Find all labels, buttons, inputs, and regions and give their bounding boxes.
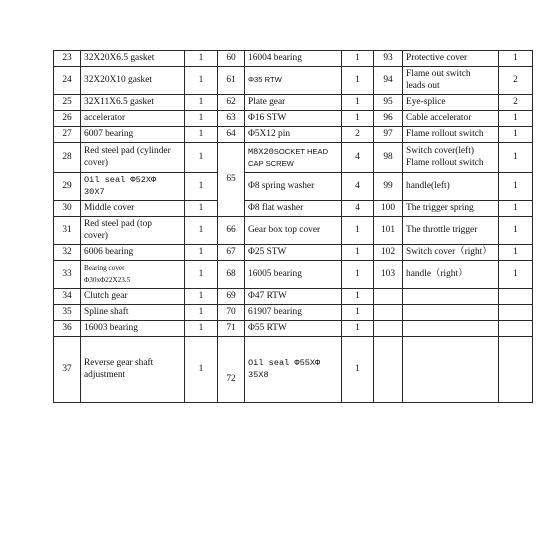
item-description: Φ47 RTW: [245, 289, 342, 305]
table-row: [54, 95, 533, 111]
item-quantity: 1: [185, 245, 218, 261]
item-description-line: Flame out switch: [406, 69, 471, 79]
item-number: 71: [218, 321, 245, 337]
item-number: 103: [374, 261, 403, 289]
item-description-line: Switch cover(left): [406, 146, 474, 156]
item-description-text: Φ35 RTW: [248, 75, 282, 85]
item-description-text: M8X20: [248, 146, 274, 157]
item-description: handle（right）: [403, 261, 499, 289]
item-description: [403, 67, 499, 95]
item-description: Plate gear: [245, 95, 342, 111]
item-quantity: 1: [185, 111, 218, 127]
item-description-line: 35X8: [248, 369, 269, 380]
item-quantity: 1: [185, 201, 218, 217]
item-number: 99: [374, 173, 403, 201]
item-quantity: 1: [499, 143, 533, 173]
item-quantity: 1: [342, 111, 374, 127]
item-description: Flame rollout switch: [403, 127, 499, 143]
table-row: [54, 321, 533, 337]
item-description-line: CAP SCREW: [248, 159, 294, 168]
table-row: [54, 245, 533, 261]
table-row: [54, 217, 533, 245]
item-quantity: 1: [499, 127, 533, 143]
item-description-line: Flame rollout switch: [406, 157, 484, 168]
item-description: [403, 337, 499, 403]
item-description: Spline shaft: [81, 305, 185, 321]
item-number: 61: [218, 67, 245, 95]
item-description: [403, 143, 499, 173]
table-row: [54, 305, 533, 321]
table-row: [54, 337, 533, 403]
item-description-line: leads out: [406, 80, 440, 91]
item-number: [374, 337, 403, 403]
item-description: Φ5X12 pin: [245, 127, 342, 143]
item-number: 30: [54, 201, 81, 217]
item-description: Switch cover（right）: [403, 245, 499, 261]
item-number: 70: [218, 305, 245, 321]
item-number: 25: [54, 95, 81, 111]
item-description-line: Red steel pad (top: [84, 219, 152, 229]
item-number: [374, 305, 403, 321]
item-quantity: [499, 337, 533, 403]
item-description: [81, 143, 185, 173]
item-description: [245, 337, 342, 403]
item-description-line: Oil seal Φ52XΦ: [84, 175, 157, 185]
parts-table: [53, 50, 533, 403]
item-number: 24: [54, 67, 81, 95]
item-description: 16003 bearing: [81, 321, 185, 337]
item-description-line: cover): [84, 230, 108, 241]
item-quantity: 1: [185, 143, 218, 173]
item-description: Gear box top cover: [245, 217, 342, 245]
item-number: 32: [54, 245, 81, 261]
item-description: [81, 173, 185, 201]
item-quantity: 1: [342, 261, 374, 289]
item-number: 102: [374, 245, 403, 261]
item-quantity: 1: [342, 289, 374, 305]
item-number: 66: [218, 217, 245, 245]
item-number: 67: [218, 245, 245, 261]
item-number: 37: [54, 337, 81, 403]
table-row: [54, 111, 533, 127]
item-quantity: 2: [342, 127, 374, 143]
item-number: 62: [218, 95, 245, 111]
item-number: 35: [54, 305, 81, 321]
item-quantity: [499, 321, 533, 337]
item-description-line: Φ30xΦ22X23.5: [84, 275, 131, 284]
item-description: [403, 321, 499, 337]
item-number: 72: [218, 337, 245, 403]
item-number: 69: [218, 289, 245, 305]
table-row: [54, 289, 533, 305]
item-number: 23: [54, 51, 81, 67]
item-description: 32X20X6.5 gasket: [81, 51, 185, 67]
item-quantity: 1: [499, 201, 533, 217]
item-quantity: 1: [342, 321, 374, 337]
item-description: [81, 261, 185, 289]
item-description-line: Oil seal Φ55XΦ: [248, 358, 321, 368]
item-quantity: 1: [499, 111, 533, 127]
item-quantity: 1: [185, 173, 218, 201]
item-quantity: 1: [342, 217, 374, 245]
item-quantity: 1: [499, 217, 533, 245]
item-number: 68: [218, 261, 245, 289]
table-row: [54, 67, 533, 95]
item-quantity: 1: [499, 261, 533, 289]
item-quantity: 1: [342, 305, 374, 321]
item-number: 96: [374, 111, 403, 127]
item-number: 33: [54, 261, 81, 289]
item-description: Middle cover: [81, 201, 185, 217]
item-quantity: [499, 305, 533, 321]
item-description: [81, 337, 185, 403]
item-number: 100: [374, 201, 403, 217]
table-row: [54, 127, 533, 143]
item-quantity: 1: [185, 337, 218, 403]
item-quantity: 4: [342, 143, 374, 173]
item-quantity: 1: [342, 95, 374, 111]
item-quantity: 2: [499, 67, 533, 95]
item-quantity: 1: [499, 51, 533, 67]
item-description-line: cover): [84, 157, 108, 168]
item-quantity: 4: [342, 201, 374, 217]
item-number: 27: [54, 127, 81, 143]
item-number: 65: [218, 143, 245, 217]
item-number: 101: [374, 217, 403, 245]
item-number: 31: [54, 217, 81, 245]
item-description: The throttle trigger: [403, 217, 499, 245]
item-description: 6006 bearing: [81, 245, 185, 261]
item-description: Eye-splice: [403, 95, 499, 111]
item-number: 29: [54, 173, 81, 201]
item-description: [403, 289, 499, 305]
item-quantity: 2: [499, 95, 533, 111]
item-description-line: adjustment: [84, 369, 126, 380]
item-number: 64: [218, 127, 245, 143]
item-description-line: Bearing cover: [84, 264, 125, 272]
item-quantity: 1: [342, 245, 374, 261]
item-quantity: 1: [342, 67, 374, 95]
item-quantity: 1: [185, 67, 218, 95]
item-description: 32X20X10 gasket: [81, 67, 185, 95]
item-description: handle(left): [403, 173, 499, 201]
item-description: 6007 bearing: [81, 127, 185, 143]
table-row: [54, 143, 533, 173]
item-number: 97: [374, 127, 403, 143]
item-number: 34: [54, 289, 81, 305]
item-quantity: 1: [185, 127, 218, 143]
item-description-line: Reverse gear shaft: [84, 358, 154, 368]
item-quantity: 1: [499, 173, 533, 201]
item-number: 93: [374, 51, 403, 67]
item-quantity: 1: [342, 51, 374, 67]
item-quantity: 1: [185, 321, 218, 337]
item-number: 60: [218, 51, 245, 67]
item-number: 28: [54, 143, 81, 173]
item-number: 94: [374, 67, 403, 95]
item-quantity: 4: [342, 173, 374, 201]
item-number: [374, 289, 403, 305]
item-description: [81, 217, 185, 245]
item-description: Φ8 flat washer: [245, 201, 342, 217]
item-quantity: 1: [185, 261, 218, 289]
item-number: 98: [374, 143, 403, 173]
item-number: 36: [54, 321, 81, 337]
item-number: 95: [374, 95, 403, 111]
item-quantity: 1: [499, 245, 533, 261]
item-description: Φ8 spring washer: [245, 173, 342, 201]
item-description: Φ25 STW: [245, 245, 342, 261]
item-description: 16004 bearing: [245, 51, 342, 67]
item-quantity: 1: [185, 289, 218, 305]
item-description-text: SOCKET HEAD: [273, 146, 329, 156]
item-description: Φ16 STW: [245, 111, 342, 127]
item-description: The trigger spring: [403, 201, 499, 217]
item-description: Clutch gear: [81, 289, 185, 305]
item-number: 26: [54, 111, 81, 127]
item-description: Φ55 RTW: [245, 321, 342, 337]
item-description: accelerator: [81, 111, 185, 127]
item-number: [374, 321, 403, 337]
item-quantity: 1: [185, 95, 218, 111]
table-row: [54, 173, 533, 201]
table-row: [54, 51, 533, 67]
item-description: [245, 67, 342, 95]
item-description: Protective cover: [403, 51, 499, 67]
item-description-line: Red steel pad (cylinder: [84, 146, 171, 156]
item-number: 63: [218, 111, 245, 127]
item-description: 16005 bearing: [245, 261, 342, 289]
table-row: [54, 201, 533, 217]
item-description: Cable accelerator: [403, 111, 499, 127]
item-quantity: 1: [185, 305, 218, 321]
item-quantity: [499, 289, 533, 305]
table-row: [54, 261, 533, 289]
item-description: 61907 bearing: [245, 305, 342, 321]
item-description-line: 30X7: [84, 186, 105, 197]
item-description: [403, 305, 499, 321]
item-quantity: 1: [185, 217, 218, 245]
item-description: [245, 143, 342, 173]
item-quantity: 1: [342, 337, 374, 403]
item-quantity: 1: [185, 51, 218, 67]
item-description: 32X11X6.5 gasket: [81, 95, 185, 111]
